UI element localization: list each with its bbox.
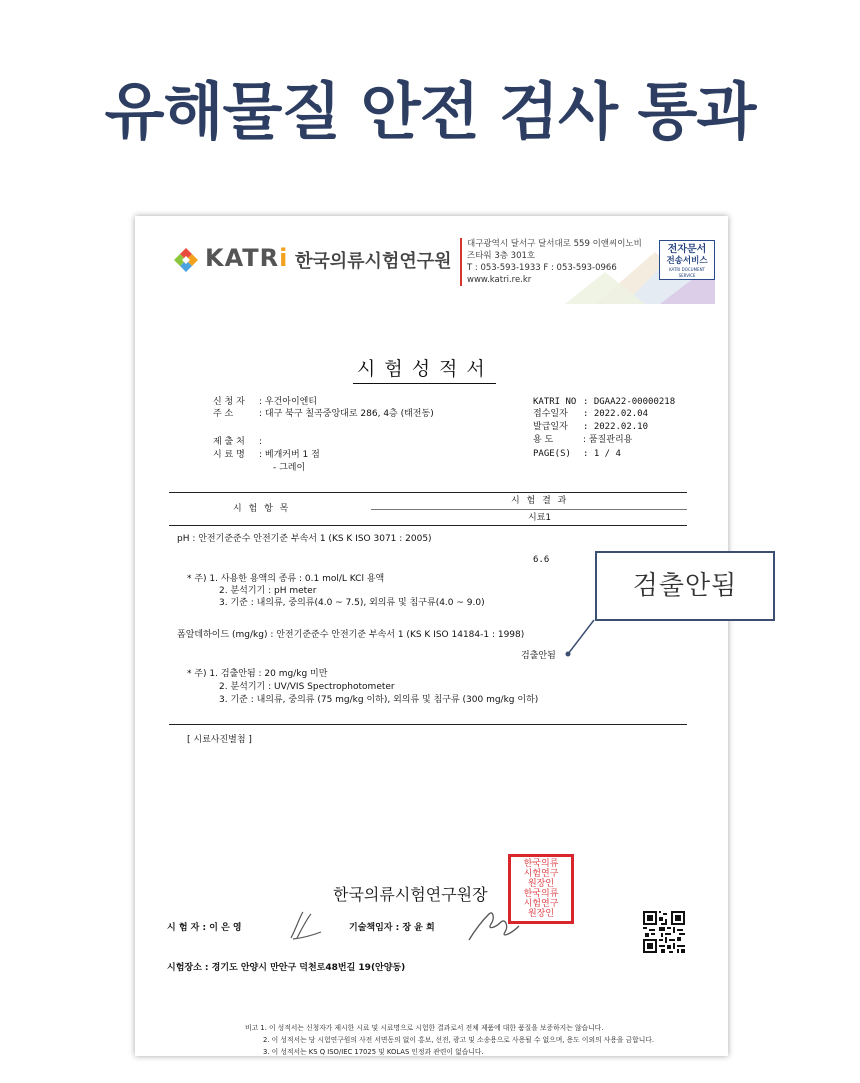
page-headline: 유해물질 안전 검사 통과 — [104, 75, 756, 148]
ph-note-3: 3. 기준 : 내의류, 중의류(4.0 ~ 7.5), 외의류 및 침구류(4.0 ~ 9.0) — [219, 598, 485, 608]
ph-value: 6.6 — [533, 555, 550, 565]
official-seal-stamp: 한국의류 시험연구 원장인 한국의류 시험연구 원장인 — [508, 854, 574, 924]
sample-photo-note: [ 시료사진별첨 ] — [187, 735, 252, 745]
test-location: 시험장소 : 경기도 안양시 만안구 덕천로48번길 19(안양동) — [167, 963, 406, 973]
pages-label: PAGE(S) — [533, 449, 571, 459]
director-title: 한국의류시험연구원장 — [333, 885, 488, 904]
formaldehyde-note-3: 3. 기준 : 내의류, 중의류 (75 mg/kg 이하), 외의류 및 침구류 (300 mg/kg 이하) — [219, 695, 539, 705]
formaldehyde-value: 검출안됨 — [521, 651, 556, 661]
tech-manager-signature — [465, 906, 525, 946]
purpose-label: 용 도 — [533, 435, 554, 445]
address-value: : 대구 북구 칠곡중앙대로 286, 4층 (태전동) — [259, 409, 434, 419]
katri-no-value: : DGAA22-00000218 — [583, 397, 676, 407]
purpose-value: : 품질관리용 — [583, 435, 633, 445]
received-date-label: 접수일자 — [533, 409, 568, 419]
qr-code-icon — [643, 911, 685, 953]
issued-date-label: 발급일자 — [533, 422, 568, 432]
org-address: 대구광역시 달서구 달서대로 559 이앤씨이노비 즈타워 3층 301호 T : 053-593-1933 F : 053-593-0966 www.katri.re.kr — [460, 238, 642, 286]
sample-name-label: 시 료 명 — [213, 450, 245, 460]
col-sample-1: 시료1 — [528, 513, 552, 523]
footer-notes: 비고 1. 이 성적서는 신청자가 제시한 시료 및 시료명으로 시험한 결과로서 전체 제품에 대한 품질을 보증하지는 않습니다. 2. 이 성적서는 당 시험연구원의 사전 서면동의 없이 홍보, 선전, 광고 및 소송용으로 사용될 수 없으며, 용도 이외의 사용을 금합니다. 3. 이 성적서는 KS Q ISO/IEC 17025 및 KOLAS 인정과 관련이 없습니다. — [245, 1024, 655, 1056]
tester-signature — [283, 908, 325, 944]
received-date-value: : 2022.02.04 — [583, 409, 649, 419]
formaldehyde-note-2: 2. 분석기기 : UV/VIS Spectrophotometer — [219, 682, 395, 692]
test-report-document — [135, 216, 728, 1056]
sample-name-value: : 베개커버 1 점 — [259, 450, 320, 460]
org-name: 한국의류시험연구원 — [295, 251, 452, 272]
result-subheader-rule — [371, 509, 687, 510]
address-label: 주 소 — [213, 409, 234, 419]
ph-note-2: 2. 분석기기 : pH meter — [219, 586, 317, 596]
submit-to-label: 제 출 처 — [213, 437, 245, 447]
formaldehyde-note-1: * 주) 1. 검출안됨 : 20 mg/kg 미만 — [187, 669, 328, 679]
table-top-rule — [169, 492, 687, 493]
callout-pointer — [560, 618, 600, 658]
issued-date-value: : 2022.02.10 — [583, 422, 649, 432]
katri-logo-text: KATRi — [205, 244, 289, 272]
report-title: 시험성적서 — [353, 354, 496, 384]
table-header-rule — [169, 525, 687, 526]
not-detected-callout: 검출안됨 — [595, 551, 775, 621]
sample-color-value: - 그레이 — [273, 463, 306, 473]
tester-label: 시 험 자 : 이 은 영 — [167, 923, 242, 933]
table-bottom-rule — [169, 724, 687, 725]
formaldehyde-test-title: 폼알데하이드 (mg/kg) : 안전기준준수 안전기준 부속서 1 (KS K ISO 14184-1 : 1998) — [177, 630, 525, 640]
applicant-value: : 우건아이엔티 — [259, 397, 318, 407]
ph-note-1: * 주) 1. 사용한 용액의 종류 : 0.1 mol/L KCl 용액 — [187, 574, 385, 584]
tech-manager-label: 기술책임자 : 장 윤 희 — [349, 923, 435, 933]
col-test-result: 시 험 결 과 — [511, 496, 569, 506]
applicant-label: 신 청 자 — [213, 397, 245, 407]
e-document-service-badge: 전자문서 전송서비스 KATRI DOCUMENT SERVICE — [659, 240, 715, 280]
katri-no-label: KATRI NO — [533, 397, 577, 407]
katri-logo-icon — [173, 247, 199, 273]
col-test-item: 시 험 항 목 — [233, 504, 291, 514]
ph-test-title: pH : 안전기준준수 안전기준 부속서 1 (KS K ISO 3071 : 2005) — [177, 534, 432, 544]
pages-value: : 1 / 4 — [583, 449, 621, 459]
submit-to-value: : — [259, 437, 263, 447]
